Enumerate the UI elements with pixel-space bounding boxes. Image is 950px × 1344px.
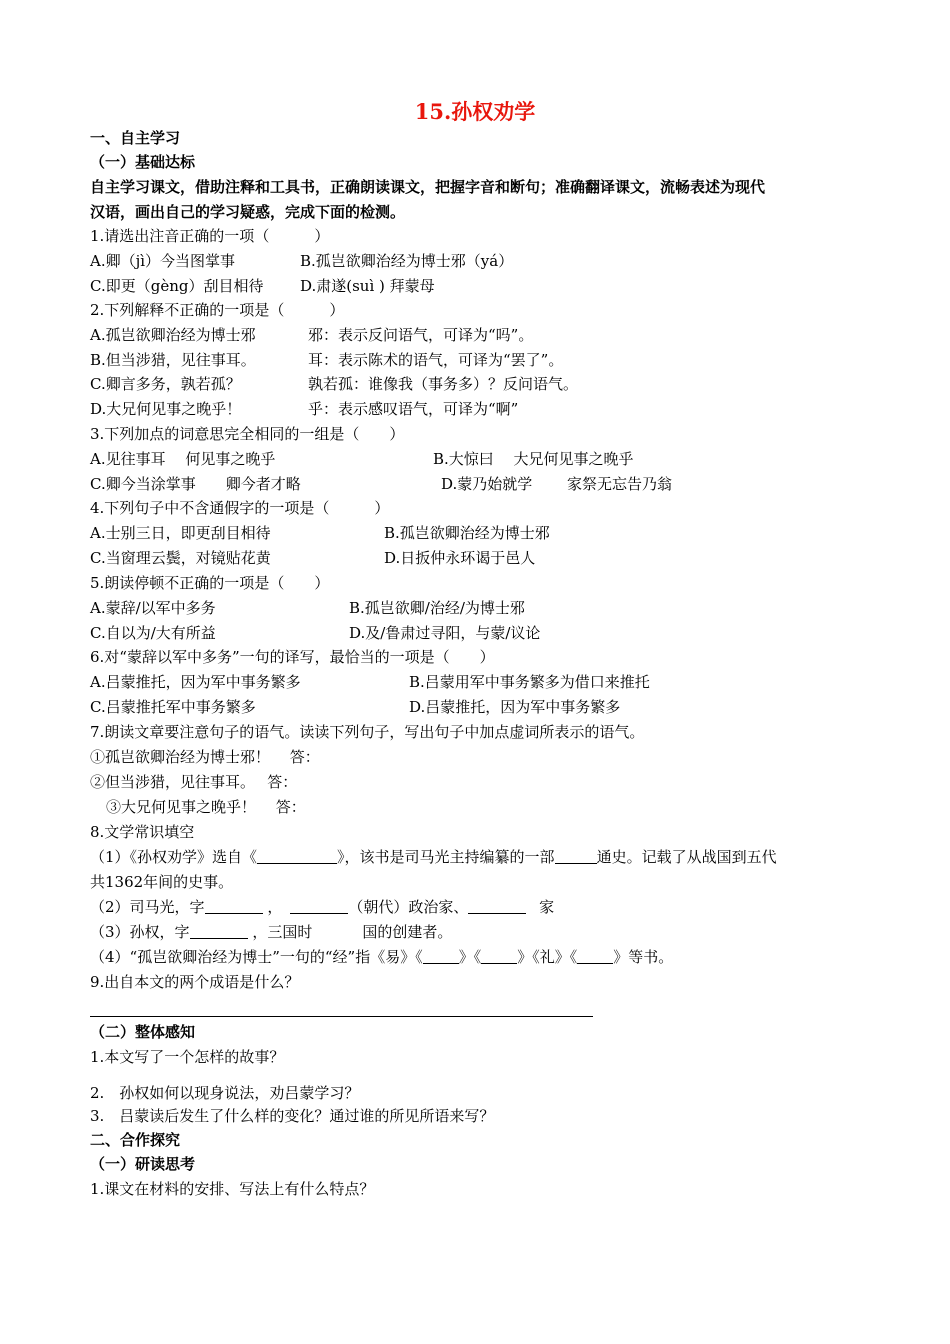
q4-option-a: A.士别三日，即更刮目相待: [90, 524, 271, 542]
q2-option-b: B.但当涉猎，见往事耳。: [90, 351, 256, 369]
blank-classic-1[interactable]: [423, 946, 459, 964]
q1-option-c: C.即更（gèng）刮目相待: [90, 277, 264, 295]
q8-item-2: [90, 896, 554, 918]
q6-option-d: D.吕蒙推托，因为军中事务繁多: [409, 698, 621, 716]
q1-option-a: A.卿（jì）今当图掌事: [90, 252, 236, 270]
section-heading-1: 一、自主学习: [90, 129, 181, 147]
q1-option-b: B.孤岂欲卿治经为博士邪（yá）: [300, 252, 514, 270]
blank-sun-quan-courtesy-name[interactable]: [190, 921, 248, 939]
q3-option-d: D.蒙乃始就学 家祭无忘告乃翁: [441, 475, 673, 493]
blank-profession[interactable]: [468, 896, 526, 914]
q6-option-c: C.吕蒙推托军中事务繁多: [90, 698, 256, 716]
q8-4-text-a: （4）“孤岂欲卿治经为博士”一句的“经”指《易》《: [90, 948, 423, 966]
q8-1-text-a: （1）《孙权劝学》选自《: [90, 848, 258, 866]
q7-item-1: ①孤岂欲卿治经为博士邪！ 答：: [90, 748, 320, 766]
blank-classic-3[interactable]: [577, 946, 613, 964]
question-4: 4.下列句子中不含通假字的一项是（ ）: [90, 499, 390, 517]
q6-option-a: A.吕蒙推托，因为军中事务繁多: [90, 673, 301, 691]
q5-option-d: D.及/鲁肃过寻阳，与蒙/议论: [349, 624, 541, 642]
q8-2-text-b: ，: [267, 898, 283, 916]
q1-option-d: D.肃遂(suì ) 拜蒙母: [300, 277, 435, 295]
q5-option-a: A.蒙辞/以军中多务: [90, 599, 216, 617]
q3-option-a: A.见往事耳 何见事之晚乎: [90, 450, 276, 468]
q2-option-d: D.大兄何见事之晚乎！: [90, 400, 242, 418]
question-9: 9.出自本文的两个成语是什么？: [90, 973, 300, 991]
blank-dynasty[interactable]: [290, 896, 348, 914]
q8-item-1: [90, 846, 777, 868]
q5-option-b: B.孤岂欲卿/治经/为博士邪: [349, 599, 525, 617]
q4-option-c: C.当窗理云鬓，对镜贴花黄: [90, 549, 271, 567]
q8-2-text-c: （朝代）政治家、: [348, 898, 469, 916]
subsection-heading-basic: （一）基础达标: [90, 153, 196, 171]
question-7: 7.朗读文章要注意句子的语气。读读下列句子，写出句子中加点虚词所表示的语气。: [90, 723, 645, 741]
q7-item-3: ③大兄何见事之晚乎！ 答：: [106, 798, 306, 816]
blank-classic-2[interactable]: [481, 946, 517, 964]
q8-4-text-c: 》《礼》《: [517, 948, 578, 966]
question-2: 2.下列解释不正确的一项是（ ）: [90, 301, 345, 319]
page-title: 15.孙权劝学: [414, 99, 536, 124]
q4-option-b: B.孤岂欲卿治经为博士邪: [384, 524, 550, 542]
q9-answer-line[interactable]: [90, 1016, 593, 1017]
question-6: 6.对“蒙辞以军中多务”一句的译写，最恰当的一项是（ ）: [90, 648, 495, 666]
q3-option-b: B.大惊曰 大兄何见事之晚乎: [433, 450, 634, 468]
q8-4-text-b: 》《: [458, 948, 482, 966]
q2-option-d-explanation: 乎：表示感叹语气，可译为“啊”: [308, 400, 519, 418]
q8-item-4: [90, 946, 673, 968]
q2-option-b-explanation: 耳：表示陈术的语气，可译为“罢了”。: [308, 351, 564, 369]
q8-4-text-d: 》等书。: [613, 948, 674, 966]
q8-3-text-a: （3）孙权，字: [90, 923, 190, 941]
subsection-heading-overview: （二）整体感知: [90, 1023, 196, 1041]
q2-option-c-explanation: 孰若孤：谁像我（事务多）？反问语气。: [308, 375, 579, 393]
q2-option-c: C.卿言多务，孰若孤？: [90, 375, 241, 393]
q8-item-3: [90, 921, 452, 943]
study-question-1: 1.课文在材料的安排、写法上有什么特点？: [90, 1180, 375, 1198]
overview-question-1: 1.本文写了一个怎样的故事？: [90, 1048, 285, 1066]
section-heading-2: 二、合作探究: [90, 1131, 181, 1149]
q2-option-a-explanation: 邪：表示反问语气，可译为“吗”。: [308, 326, 534, 344]
q8-1-text-c: 通史。记载了从战国到五代: [596, 848, 777, 866]
blank-book-title[interactable]: [257, 846, 337, 864]
q7-item-2: ②但当涉猎，见往事耳。 答：: [90, 773, 298, 791]
q2-option-a: A.孤岂欲卿治经为博士邪: [90, 326, 256, 344]
q8-2-text-d: 家: [539, 898, 555, 916]
q8-3-text-b: ，三国时: [252, 923, 313, 941]
question-1: 1.请选出注音正确的一项（ ）: [90, 227, 330, 245]
question-8: 8.文学常识填空: [90, 823, 195, 841]
blank-courtesy-name[interactable]: [205, 896, 263, 914]
question-5: 5.朗读停顿不正确的一项是（ ）: [90, 574, 330, 592]
question-3: 3.下列加点的词意思完全相同的一组是（ ）: [90, 425, 405, 443]
q8-3-text-c: 国的创建者。: [362, 923, 453, 941]
q8-2-text-a: （2）司马光，字: [90, 898, 205, 916]
instructions-line-1: 自主学习课文，借助注释和工具书，正确朗读课文，把握字音和断句；准确翻译课文，流畅表述为现代: [90, 178, 766, 196]
overview-question-2: 2. 孙权如何以现身说法，劝吕蒙学习？: [90, 1084, 360, 1102]
q4-option-d: D.日扳仲永环谒于邑人: [384, 549, 536, 567]
q6-option-b: B.吕蒙用军中事务繁多为借口来推托: [409, 673, 650, 691]
instructions-line-2: 汉语，画出自己的学习疑惑，完成下面的检测。: [90, 203, 406, 221]
q3-option-c: C.卿今当涂掌事 卿今者才略: [90, 475, 301, 493]
blank-history-type[interactable]: [555, 846, 597, 864]
q8-item-1-continued: 共1362年间的史事。: [90, 873, 234, 891]
q8-1-text-b: 》，该书是司马光主持编纂的一部: [337, 848, 555, 866]
q5-option-c: C.自以为/大有所益: [90, 624, 216, 642]
subsection-heading-study: （一）研读思考: [90, 1155, 196, 1173]
overview-question-3: 3. 吕蒙读后发生了什么样的变化？通过谁的所见所语来写？: [90, 1107, 495, 1125]
